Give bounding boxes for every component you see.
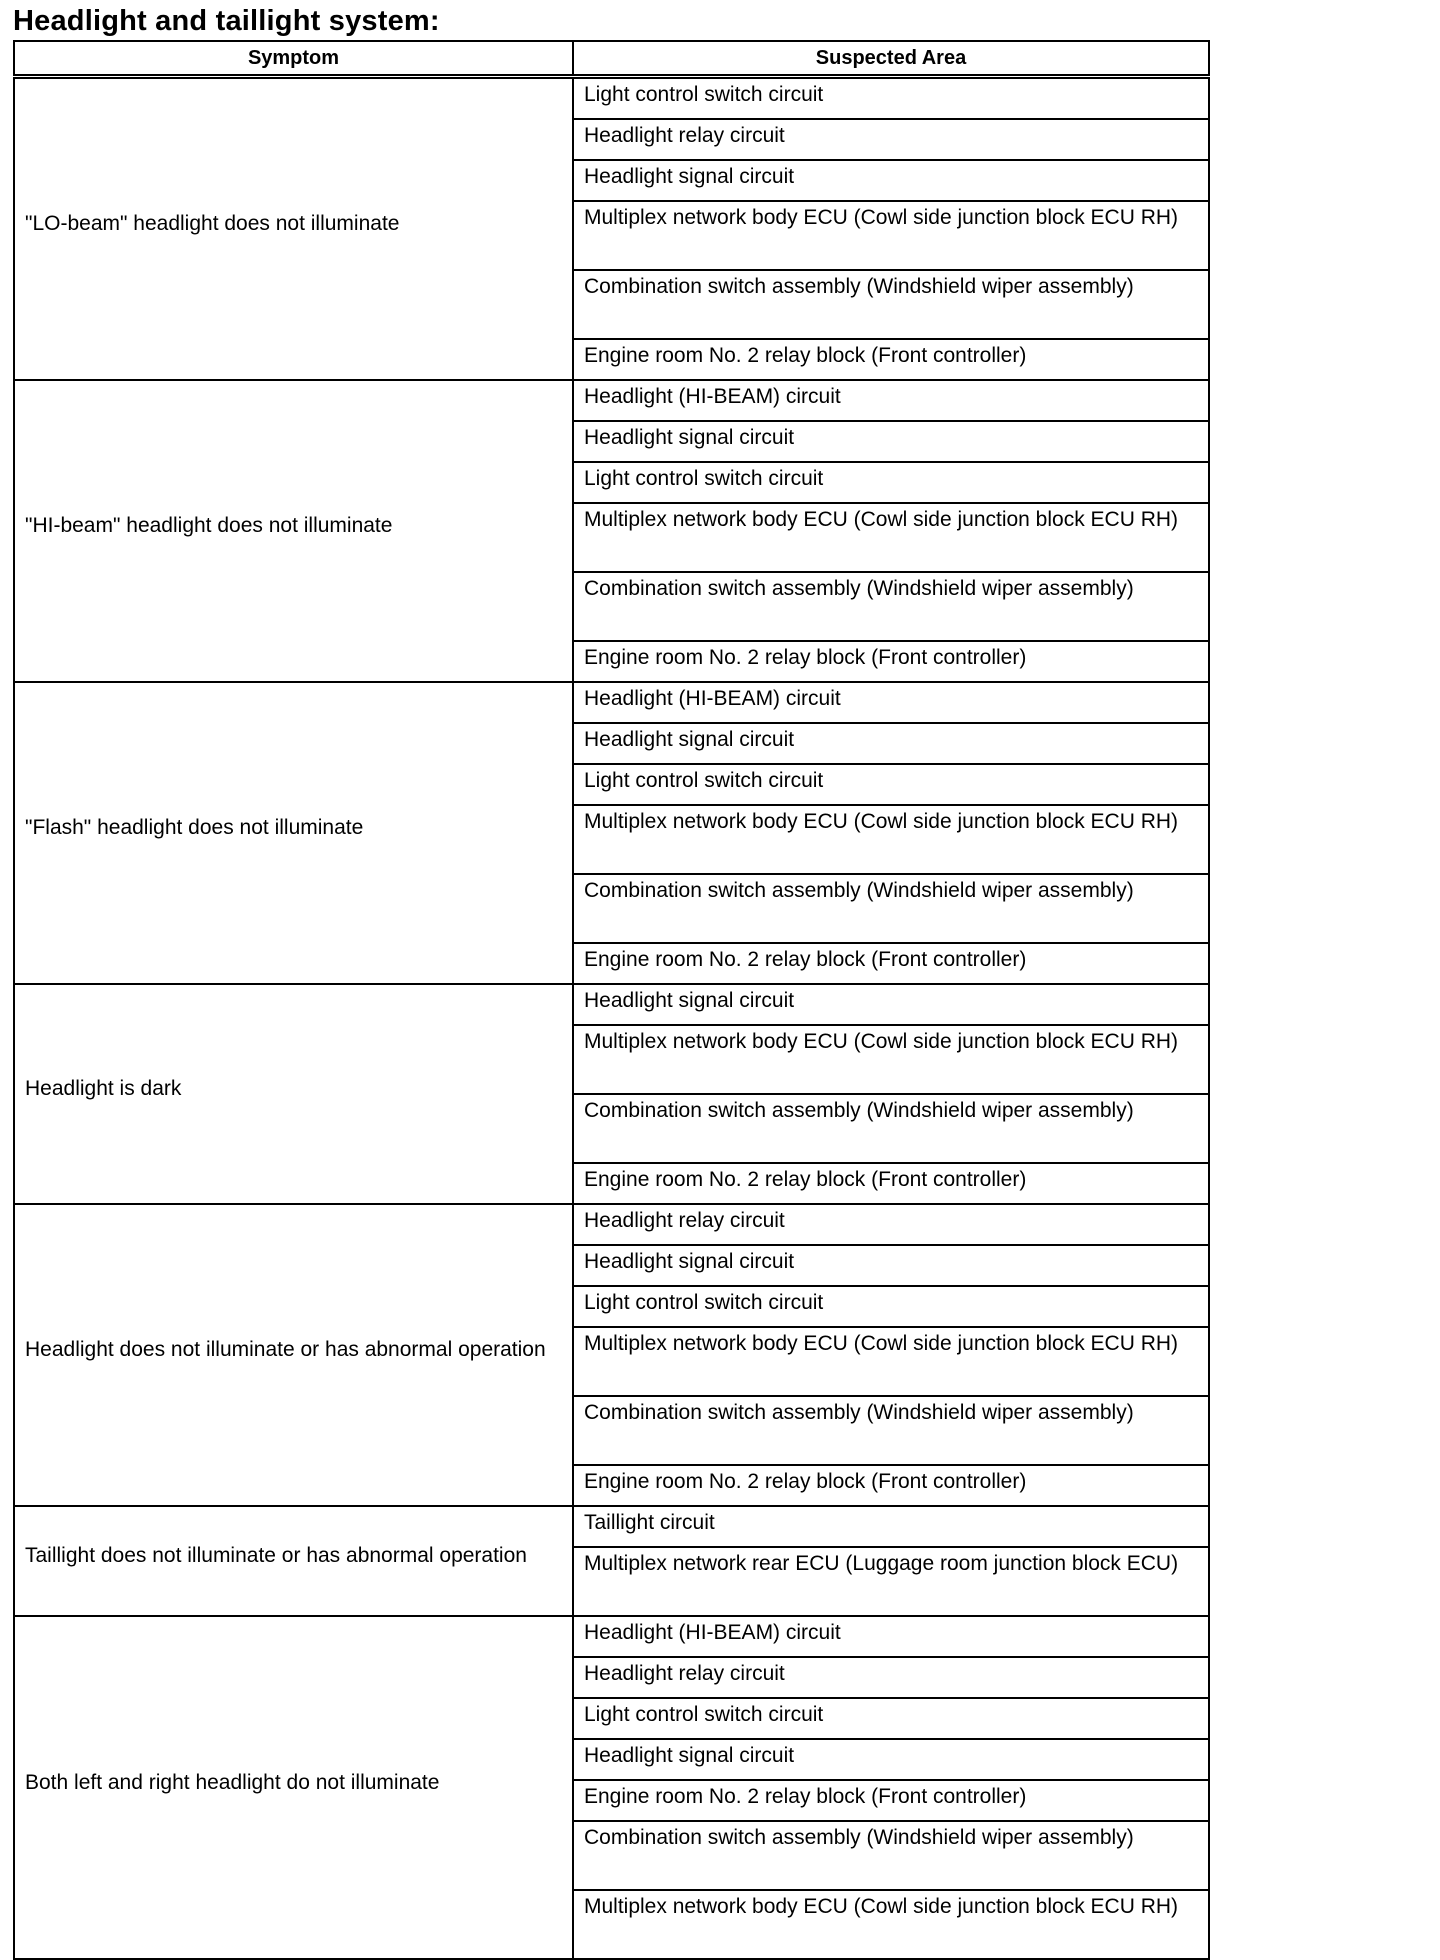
- suspected-area-cell: Engine room No. 2 relay block (Front controller): [573, 641, 1209, 682]
- symptom-cell: Taillight does not illuminate or has abnormal operation: [14, 1506, 573, 1616]
- suspected-area-cell: Headlight (HI-BEAM) circuit: [573, 682, 1209, 723]
- suspected-area-cell: Engine room No. 2 relay block (Front controller): [573, 339, 1209, 380]
- suspected-area-cell: Headlight signal circuit: [573, 723, 1209, 764]
- table-row: [14, 77, 1209, 120]
- suspected-area-cell: Combination switch assembly (Windshield wiper assembly): [573, 1094, 1209, 1163]
- suspected-area-cell: Light control switch circuit: [573, 462, 1209, 503]
- suspected-area-cell: Headlight (HI-BEAM) circuit: [573, 1616, 1209, 1657]
- symptom-cell: "HI-beam" headlight does not illuminate: [14, 380, 573, 682]
- symptom-cell: Headlight is dark: [14, 984, 573, 1204]
- suspected-area-cell: Combination switch assembly (Windshield wiper assembly): [573, 572, 1209, 641]
- symptom-cell: Both left and right headlight do not illuminate: [14, 1616, 573, 1959]
- suspected-area-cell: Headlight signal circuit: [573, 160, 1209, 201]
- suspected-area-cell: Light control switch circuit: [573, 1286, 1209, 1327]
- table-row: [14, 1616, 1209, 1657]
- suspected-area-cell: Engine room No. 2 relay block (Front controller): [573, 1465, 1209, 1506]
- suspected-area-cell: Engine room No. 2 relay block (Front controller): [573, 943, 1209, 984]
- table-row: [14, 682, 1209, 723]
- symptom-table: [13, 40, 1210, 1960]
- section-title: Headlight and taillight system:: [13, 5, 440, 37]
- suspected-area-cell: Combination switch assembly (Windshield wiper assembly): [573, 270, 1209, 339]
- suspected-area-cell: Headlight relay circuit: [573, 1657, 1209, 1698]
- suspected-area-cell: Headlight signal circuit: [573, 421, 1209, 462]
- suspected-area-cell: Taillight circuit: [573, 1506, 1209, 1547]
- suspected-area-cell: Headlight signal circuit: [573, 1739, 1209, 1780]
- table-row: [14, 984, 1209, 1025]
- table-row: [14, 380, 1209, 421]
- suspected-area-cell: Multiplex network rear ECU (Luggage room junction block ECU): [573, 1547, 1209, 1616]
- document: [13, 4, 1208, 1960]
- table-header: [14, 41, 1209, 77]
- suspected-area-cell: Multiplex network body ECU (Cowl side junction block ECU RH): [573, 503, 1209, 572]
- suspected-area-cell: Headlight relay circuit: [573, 119, 1209, 160]
- header-suspected-area: Suspected Area: [573, 41, 1209, 77]
- symptom-cell: "LO-beam" headlight does not illuminate: [14, 77, 573, 381]
- suspected-area-cell: Headlight relay circuit: [573, 1204, 1209, 1245]
- suspected-area-cell: Multiplex network body ECU (Cowl side junction block ECU RH): [573, 1890, 1209, 1959]
- suspected-area-cell: Light control switch circuit: [573, 77, 1209, 120]
- suspected-area-cell: Combination switch assembly (Windshield wiper assembly): [573, 1821, 1209, 1890]
- symptom-cell: Headlight does not illuminate or has abnormal operation: [14, 1204, 573, 1506]
- suspected-area-cell: Engine room No. 2 relay block (Front controller): [573, 1163, 1209, 1204]
- header-symptom: Symptom: [14, 41, 573, 77]
- suspected-area-cell: Light control switch circuit: [573, 1698, 1209, 1739]
- suspected-area-cell: Multiplex network body ECU (Cowl side junction block ECU RH): [573, 1025, 1209, 1094]
- suspected-area-cell: Headlight signal circuit: [573, 984, 1209, 1025]
- symptom-cell: "Flash" headlight does not illuminate: [14, 682, 573, 984]
- table-row: [14, 1506, 1209, 1547]
- suspected-area-cell: Multiplex network body ECU (Cowl side junction block ECU RH): [573, 201, 1209, 270]
- suspected-area-cell: Multiplex network body ECU (Cowl side junction block ECU RH): [573, 805, 1209, 874]
- table-body: [14, 77, 1209, 1960]
- suspected-area-cell: Combination switch assembly (Windshield wiper assembly): [573, 1396, 1209, 1465]
- table-row: [14, 1204, 1209, 1245]
- header-row: [14, 41, 1209, 77]
- suspected-area-cell: Multiplex network body ECU (Cowl side junction block ECU RH): [573, 1327, 1209, 1396]
- suspected-area-cell: Headlight signal circuit: [573, 1245, 1209, 1286]
- suspected-area-cell: Light control switch circuit: [573, 764, 1209, 805]
- suspected-area-cell: Combination switch assembly (Windshield wiper assembly): [573, 874, 1209, 943]
- suspected-area-cell: Headlight (HI-BEAM) circuit: [573, 380, 1209, 421]
- suspected-area-cell: Engine room No. 2 relay block (Front controller): [573, 1780, 1209, 1821]
